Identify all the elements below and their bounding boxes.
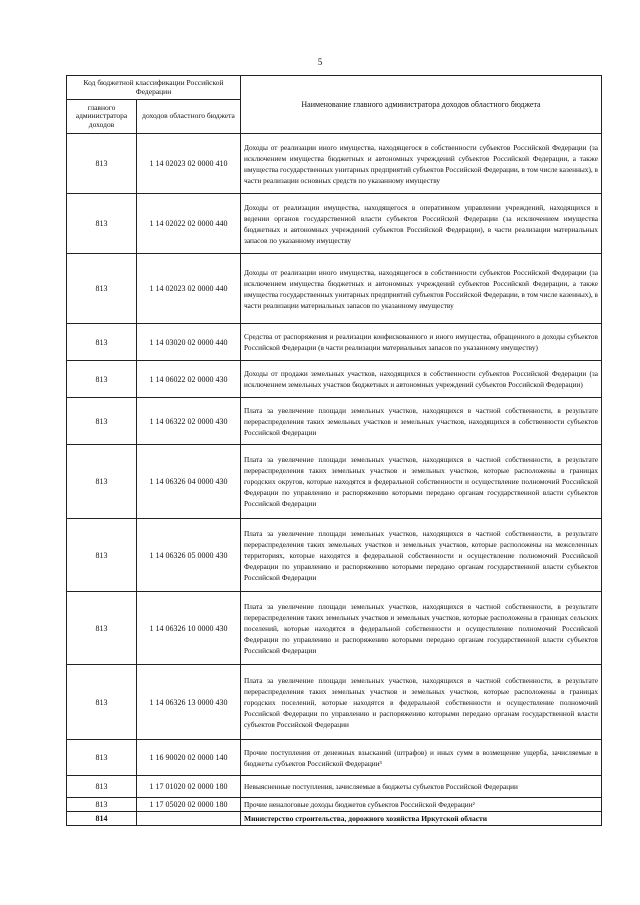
- admin-code-cell: 813: [67, 194, 137, 254]
- table-row: [67, 361, 602, 398]
- admin-code-cell: 813: [67, 398, 137, 445]
- income-name-cell: Прочие неналоговые доходы бюджетов субъектов Российской Федерации²: [241, 798, 602, 812]
- income-name-cell: Прочие поступления от денежных взысканий (штрафов) и иных сумм в возмещение ущерба, зачисляемые в бюджеты субъектов Российской Федерации³: [241, 740, 602, 776]
- admin-code-cell: 813: [67, 134, 137, 194]
- income-code-cell: 1 14 03020 02 0000 440: [137, 324, 241, 361]
- income-name-cell: Министерство строительства, дорожного хозяйства Иркутской области: [241, 812, 602, 826]
- income-name-cell: Доходы от реализации имущества, находящегося в оперативном управлении учреждений, находящихся в ведении органов государственной власти субъектов Российской Федерации (за исключением имущества бюджетных и автономных учреждений субъектов Российской Федерации), в части реализации материальных запасов по указанному имуществу: [241, 194, 602, 254]
- admin-code-cell: 813: [67, 776, 137, 798]
- income-code-cell: [137, 812, 241, 826]
- income-name-cell: Доходы от продажи земельных участков, находящихся в собственности субъектов Российской Федерации (за исключением земельных участков бюджетных и автономных учреждений субъектов Российской Федерации): [241, 361, 602, 398]
- table-row: [67, 324, 602, 361]
- income-code-cell: 1 14 06022 02 0000 430: [137, 361, 241, 398]
- admin-code-cell: 813: [67, 519, 137, 592]
- income-code-cell: 1 16 90020 02 0000 140: [137, 740, 241, 776]
- admin-code-cell: 813: [67, 324, 137, 361]
- income-name-cell: Доходы от реализации иного имущества, находящегося в собственности субъектов Российской Федерации (за исключением имущества бюджетных и автономных учреждений субъектов Российской Федерации, а также имущества государственных унитарных предприятий субъектов Российской Федерации, в том числе казенных), в части реализации основных средств по указанному имуществу: [241, 134, 602, 194]
- table-header: [67, 76, 602, 134]
- income-code-cell: 1 14 06326 10 0000 430: [137, 592, 241, 665]
- header-admin-name: Наименование главного администратора доходов областного бюджета: [241, 76, 602, 134]
- table-row: [67, 398, 602, 445]
- income-code-cell: 1 14 06326 05 0000 430: [137, 519, 241, 592]
- table-row-section: [67, 812, 602, 826]
- income-code-cell: 1 14 02023 02 0000 440: [137, 254, 241, 324]
- income-code-cell: 1 14 06326 13 0000 430: [137, 665, 241, 740]
- income-code-cell: 1 17 05020 02 0000 180: [137, 798, 241, 812]
- admin-code-cell: 813: [67, 740, 137, 776]
- income-code-cell: 1 17 01020 02 0000 180: [137, 776, 241, 798]
- income-name-cell: Доходы от реализации иного имущества, находящегося в собственности субъектов Российской Федерации (за исключением имущества бюджетных и автономных учреждений субъектов Российской Федерации, а также имущества государственных унитарных предприятий субъектов Российской Федерации, в том числе казенных), в части реализации материальных запасов по указанному имуществу: [241, 254, 602, 324]
- admin-code-cell: 813: [67, 361, 137, 398]
- page-number: 5: [317, 57, 323, 67]
- table-row: [67, 134, 602, 194]
- budget-revenue-table: [66, 75, 602, 826]
- income-code-cell: 1 14 02022 02 0000 440: [137, 194, 241, 254]
- income-name-cell: Плата за увеличение площади земельных участков, находящихся в частной собственности, в результате перераспределения таких земельных участков и земельных участков, которые расположены в границах сельских поселений, которые находятся в федеральной собственности и осуществление полномочий Российской Федерации по управлению и распоряжению которыми передано органам государственной власти субъектов Российской Федерации: [241, 592, 602, 665]
- income-name-cell: Плата за увеличение площади земельных участков, находящихся в частной собственности, в результате перераспределения таких земельных участков и земельных участков, которые расположены в границах городских округов, которые находятся в федеральной собственности и осуществление полномочий Российской Федерации по управлению и распоряжению которыми передано органам государственной власти субъектов Российской Федерации: [241, 445, 602, 519]
- table-row: [67, 194, 602, 254]
- admin-code-cell: 813: [67, 254, 137, 324]
- table-row: [67, 592, 602, 665]
- table-row: [67, 254, 602, 324]
- income-name-cell: Плата за увеличение площади земельных участков, находящихся в частной собственности, в результате перераспределения таких земельных участков и земельных участков, которые расположены на межселенных территориях, которые находятся в федеральной собственности и осуществление полномочий Российской Федерации по управлению и распоряжению которыми передано органам государственной власти субъектов Российской Федерации: [241, 519, 602, 592]
- income-code-cell: 1 14 06326 04 0000 430: [137, 445, 241, 519]
- income-code-cell: 1 14 06322 02 0000 430: [137, 398, 241, 445]
- header-kbk: Код бюджетной классификации Российской Федерации: [67, 76, 241, 100]
- table-row: [67, 665, 602, 740]
- income-name-cell: Средства от распоряжения и реализации конфискованного и иного имущества, обращенного в доходы субъектов Российской Федерации (в части реализации материальных запасов по указанному имуществу): [241, 324, 602, 361]
- admin-code-cell: 814: [67, 812, 137, 826]
- admin-code-cell: 813: [67, 665, 137, 740]
- table-row: [67, 445, 602, 519]
- header-admin-code: главного администратора доходов: [67, 100, 137, 134]
- table-row: [67, 519, 602, 592]
- income-name-cell: Плата за увеличение площади земельных участков, находящихся в частной собственности, в результате перераспределения таких земельных участков и земельных участков, находящихся в собственности субъектов Российской Федерации: [241, 398, 602, 445]
- income-name-cell: Плата за увеличение площади земельных участков, находящихся в частной собственности, в результате перераспределения таких земельных участков и земельных участков, которые расположены в границах городских поселений, которые находятся в федеральной собственности и осуществление полномочий Российской Федерации по управлению и распоряжению которыми передано органам государственной власти субъектов Российской Федерации: [241, 665, 602, 740]
- table-row: [67, 740, 602, 776]
- admin-code-cell: 813: [67, 592, 137, 665]
- income-code-cell: 1 14 02023 02 0000 410: [137, 134, 241, 194]
- income-name-cell: Невыясненные поступления, зачисляемые в бюджеты субъектов Российской Федерации: [241, 776, 602, 798]
- admin-code-cell: 813: [67, 445, 137, 519]
- table-row: [67, 776, 602, 798]
- table-row: [67, 798, 602, 812]
- admin-code-cell: 813: [67, 798, 137, 812]
- header-income-code: доходов областного бюджета: [137, 100, 241, 134]
